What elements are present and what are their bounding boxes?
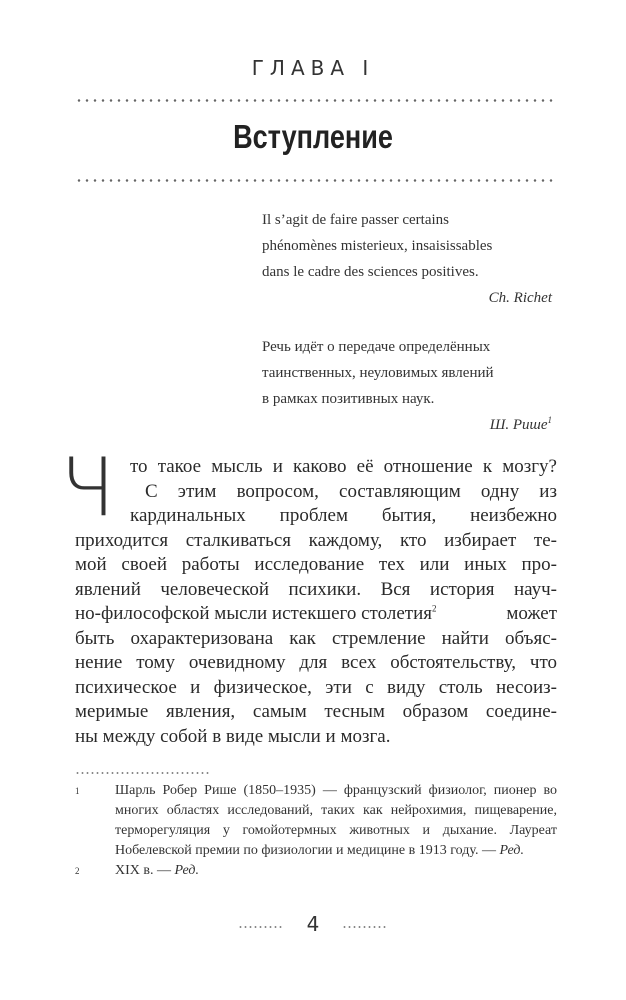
chapter-title: Вступление	[233, 118, 393, 155]
footnote-line: многих областях исследований, таких как нейрохимия, пищеварение,	[115, 803, 557, 818]
footnote-line: XIX в. —	[115, 863, 171, 878]
page-number-dots	[342, 926, 387, 928]
body-line-text: но-философской мысли истекшего столетия	[75, 603, 432, 624]
dotted-divider	[75, 179, 557, 182]
body-line: явлений человеческой психики. Вся история науч-	[75, 578, 557, 600]
body-line-text: может	[506, 603, 557, 624]
body-line: С этим вопросом, составляющим одну из	[145, 480, 557, 502]
footnote-number: 1	[75, 786, 80, 796]
epigraph-russian	[262, 334, 552, 438]
footnote-line: Нобелевской премии по физиологии и медицине в 1913 году. —	[115, 843, 496, 858]
footnote-ref[interactable]: 2	[431, 603, 437, 614]
body-text	[75, 455, 557, 749]
epigraph-author: Ш. Рише	[489, 417, 548, 433]
epigraph-line: в рамках позитивных наук.	[262, 391, 435, 407]
body-line: кардинальных проблем бытия, неизбежно	[130, 505, 557, 526]
body-line: психическое и физическое, эти с виду столь несоиз-	[75, 676, 557, 698]
body-line: нение тому очевидному для всех обстоятельству, что	[75, 652, 557, 673]
epigraph-line: Речь идёт о передаче определённых	[262, 339, 491, 355]
epigraph-line: dans le cadre des sciences positives.	[262, 264, 479, 280]
chapter-label: ГЛАВА I	[251, 56, 375, 80]
footnote-separator	[75, 772, 210, 774]
dotted-divider	[75, 99, 557, 102]
footnote	[75, 781, 557, 861]
epigraph-line: таинственных, неуловимых явлений	[262, 365, 494, 381]
drop-cap: Ч	[60, 441, 115, 534]
editor-note: Ред.	[174, 863, 199, 878]
footnote-line: Шарль Робер Рише (1850–1935) — французский физиолог, пионер во	[115, 783, 557, 798]
footnote	[75, 861, 557, 881]
footnote-line: терморегуляция у гомойотермных животных и дыхание. Лауреат	[115, 823, 557, 838]
body-line: меримые явления, самым тесным образом соедине-	[75, 701, 557, 722]
body-line: то такое мысль и каково её отношение к мозгу?	[130, 456, 557, 477]
epigraph-line: phénomènes misterieux, insaisissables	[262, 238, 493, 254]
footnote-number: 2	[75, 866, 80, 876]
footnote-ref[interactable]: 1	[547, 415, 552, 425]
body-line: ны между собой в виде мысли и мозга.	[75, 725, 391, 747]
body-line: приходится сталкиваться каждому, кто избирает те-	[75, 529, 557, 551]
epigraph-author: Ch. Richet	[488, 290, 552, 306]
footnotes	[75, 781, 557, 881]
body-line	[75, 602, 557, 627]
body-line: быть охарактеризована как стремление найти объяс-	[75, 627, 557, 649]
epigraph-line: Il s’agit de faire passer certains	[262, 212, 449, 228]
page-number: 4	[306, 912, 320, 936]
epigraph-french	[262, 207, 552, 311]
editor-note: Ред.	[499, 843, 524, 858]
body-line: мой своей работы исследование тех или иных про-	[75, 554, 557, 575]
